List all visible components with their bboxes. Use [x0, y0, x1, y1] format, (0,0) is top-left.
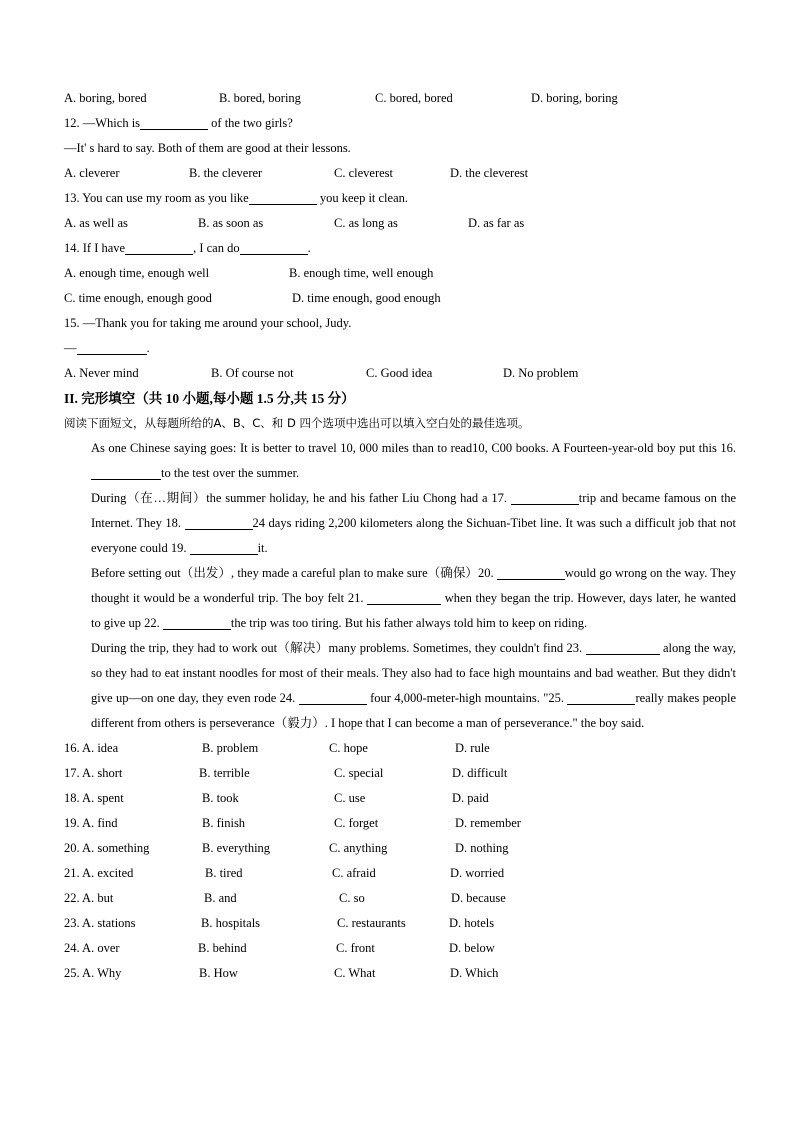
choice-row-19 [64, 811, 736, 836]
q13-text-b: you keep it clean. [316, 191, 409, 205]
q14-option-c: C. time enough, enough good [64, 291, 212, 305]
q15-option-d: D. No problem [503, 366, 579, 380]
q13-options [64, 211, 736, 236]
choice-16-c: C. hope [329, 741, 368, 755]
passage-p2-text-b: trip and became famous on the Internet. They 18. [91, 491, 736, 530]
q11-option-b: B. bored, boring [219, 91, 301, 105]
q15-option-c: C. Good idea [366, 366, 433, 380]
q11-option-d: D. boring, boring [531, 91, 618, 105]
choice-row-20 [64, 836, 736, 861]
choice-20-a: 20. A. something [64, 841, 150, 855]
q12-reply: —It' s hard to say. Both of them are good at their lessons. [64, 141, 351, 155]
q13-option-d: D. as far as [468, 216, 525, 230]
cloze-passage [64, 436, 736, 736]
q15-blank[interactable] [77, 340, 147, 355]
blank-18[interactable] [185, 515, 253, 530]
choice-17-a: 17. A. short [64, 766, 123, 780]
passage-paragraph-4 [64, 636, 736, 736]
choice-25-a: 25. A. Why [64, 966, 122, 980]
q14-option-a: A. enough time, enough well [64, 266, 210, 280]
q14-options-row-2 [64, 286, 736, 311]
section-2-title: II. 完形填空（共 10 小题,每小题 1.5 分,共 15 分） [64, 391, 355, 406]
passage-p3-text-c: when they began the trip. However, days later, he wanted to give up 22. [91, 591, 736, 630]
choice-24-c: C. front [336, 941, 375, 955]
choice-16-a: 16. A. idea [64, 741, 119, 755]
choice-21-d: D. worried [450, 866, 505, 880]
choice-16-d: D. rule [455, 741, 490, 755]
q14-option-d: D. time enough, good enough [292, 291, 441, 305]
q13-option-a: A. as well as [64, 216, 128, 230]
q15-prompt: 15. —Thank you for taking me around your school, Judy. [64, 316, 352, 330]
blank-25[interactable] [567, 690, 635, 705]
q11-options [64, 86, 736, 111]
passage-p2-text-a: During（在…期间）the summer holiday, he and his father Liu Chong had a 17. [91, 491, 511, 505]
choice-16-b: B. problem [202, 741, 259, 755]
passage-p3-text-a: Before setting out（出发）, they made a careful plan to make sure（确保）20. [91, 566, 497, 580]
choice-19-d: D. remember [455, 816, 521, 830]
passage-p4-text-d: really makes people different from others is perseverance（毅力）. I hope that I can become a man of perseverance." the boy said. [91, 691, 736, 730]
choice-row-22 [64, 886, 736, 911]
passage-p3-text-d: the trip was too tiring. But his father always told him to keep on riding. [230, 616, 588, 630]
choice-row-17 [64, 761, 736, 786]
q13-option-c: C. as long as [334, 216, 398, 230]
q14-blank-1[interactable] [125, 240, 193, 255]
passage-p2-text-d: it. [257, 541, 268, 555]
choice-20-d: D. nothing [455, 841, 509, 855]
passage-p3-text-b: would go wrong on the way. They thought it would be a wonderful trip. The boy felt 21. [91, 566, 736, 605]
choice-21-a: 21. A. excited [64, 866, 134, 880]
blank-22[interactable] [163, 615, 231, 630]
q14-text-b: , I can do [193, 241, 240, 255]
q12-text-b: of the two girls? [208, 116, 293, 130]
choice-18-d: D. paid [452, 791, 489, 805]
choice-24-d: D. below [449, 941, 495, 955]
choice-row-16 [64, 736, 736, 761]
q15-reply-dash: — [64, 341, 77, 355]
choice-18-b: B. took [202, 791, 239, 805]
choice-25-d: D. Which [450, 966, 499, 980]
blank-16[interactable] [91, 465, 161, 480]
choice-row-24 [64, 936, 736, 961]
passage-p2-text-c: 24 days riding 2,200 kilometers along the Sichuan-Tibet line. It was such a difficult job that not everyone could 19. [91, 516, 736, 555]
choice-23-d: D. hotels [449, 916, 495, 930]
q14-blank-2[interactable] [240, 240, 308, 255]
q12-option-a: A. cleverer [64, 166, 120, 180]
choice-18-a: 18. A. spent [64, 791, 124, 805]
q12-option-c: C. cleverest [334, 166, 394, 180]
choice-21-c: C. afraid [332, 866, 376, 880]
q15-reply-end: . [146, 341, 150, 355]
choice-22-c: C. so [339, 891, 365, 905]
choice-17-c: C. special [334, 766, 384, 780]
q13-option-b: B. as soon as [198, 216, 264, 230]
choice-19-a: 19. A. find [64, 816, 118, 830]
q12-text-a: 12. —Which is [64, 116, 141, 130]
q12-option-b: B. the cleverer [189, 166, 263, 180]
choice-22-a: 22. A. but [64, 891, 114, 905]
passage-paragraph-3 [64, 561, 736, 636]
q14-options-row-1 [64, 261, 736, 286]
choice-24-a: 24. A. over [64, 941, 120, 955]
choice-17-b: B. terrible [199, 766, 250, 780]
q13-text-a: 13. You can use my room as you like [64, 191, 249, 205]
blank-24[interactable] [299, 690, 367, 705]
q15-reply [64, 336, 736, 361]
q14-text-a: 14. If I have [64, 241, 126, 255]
blank-23[interactable] [586, 640, 660, 655]
choice-18-c: C. use [334, 791, 366, 805]
q12-option-d: D. the cleverest [450, 166, 529, 180]
q12-blank[interactable] [140, 115, 208, 130]
choice-24-b: B. behind [198, 941, 247, 955]
passage-paragraph-2 [64, 486, 736, 561]
q14-option-b: B. enough time, well enough [289, 266, 434, 280]
choice-22-b: B. and [204, 891, 237, 905]
choice-17-d: D. difficult [452, 766, 508, 780]
q14-text-c: . [307, 241, 311, 255]
q15-option-b: B. Of course not [211, 366, 294, 380]
q13-blank[interactable] [249, 190, 317, 205]
q12-prompt [64, 111, 736, 136]
q15-option-a: A. Never mind [64, 366, 139, 380]
choice-row-21 [64, 861, 736, 886]
blank-17[interactable] [511, 490, 579, 505]
choice-23-a: 23. A. stations [64, 916, 136, 930]
blank-20[interactable] [497, 565, 565, 580]
q14-prompt [64, 236, 736, 261]
section-2-instruction: 阅读下面短文，从每题所给的A、B、C、和 D 四个选项中选出可以填入空白处的最佳选项。 [64, 416, 530, 430]
passage-p4-text-b: along the way, so they had to eat instant noodles for most of their meals. They also had to face high mountains and bad weather. But they didn't give up—on one day, they even rode 24. [91, 641, 736, 705]
q15-options [64, 361, 736, 386]
blank-19[interactable] [190, 540, 258, 555]
choice-21-b: B. tired [205, 866, 243, 880]
cloze-choices [64, 736, 736, 986]
q11-option-a: A. boring, bored [64, 91, 147, 105]
exam-page [64, 86, 736, 986]
passage-p1-text-b: to the test over the summer. [161, 466, 300, 480]
passage-p4-text-c: four 4,000-meter-high mountains. "25. [366, 691, 568, 705]
choice-20-c: C. anything [329, 841, 388, 855]
q13-prompt [64, 186, 736, 211]
choice-23-b: B. hospitals [201, 916, 261, 930]
choice-row-18 [64, 786, 736, 811]
choice-25-b: B. How [199, 966, 238, 980]
choice-20-b: B. everything [202, 841, 271, 855]
choice-row-25 [64, 961, 736, 986]
choice-25-c: C. What [334, 966, 376, 980]
choice-19-b: B. finish [202, 816, 246, 830]
passage-p1-text-a: As one Chinese saying goes: It is better to travel 10, 000 miles than to read10, C00 books. A Fourteen-year-old boy put this 16. [91, 441, 736, 455]
choice-22-d: D. because [451, 891, 506, 905]
choice-row-23 [64, 911, 736, 936]
choice-19-c: C. forget [334, 816, 379, 830]
q12-options [64, 161, 736, 186]
blank-21[interactable] [367, 590, 441, 605]
choice-23-c: C. restaurants [337, 916, 406, 930]
q11-option-c: C. bored, bored [375, 91, 453, 105]
passage-paragraph-1 [64, 436, 736, 486]
passage-p4-text-a: During the trip, they had to work out（解决）many problems. Sometimes, they couldn't find 23. [91, 641, 586, 655]
